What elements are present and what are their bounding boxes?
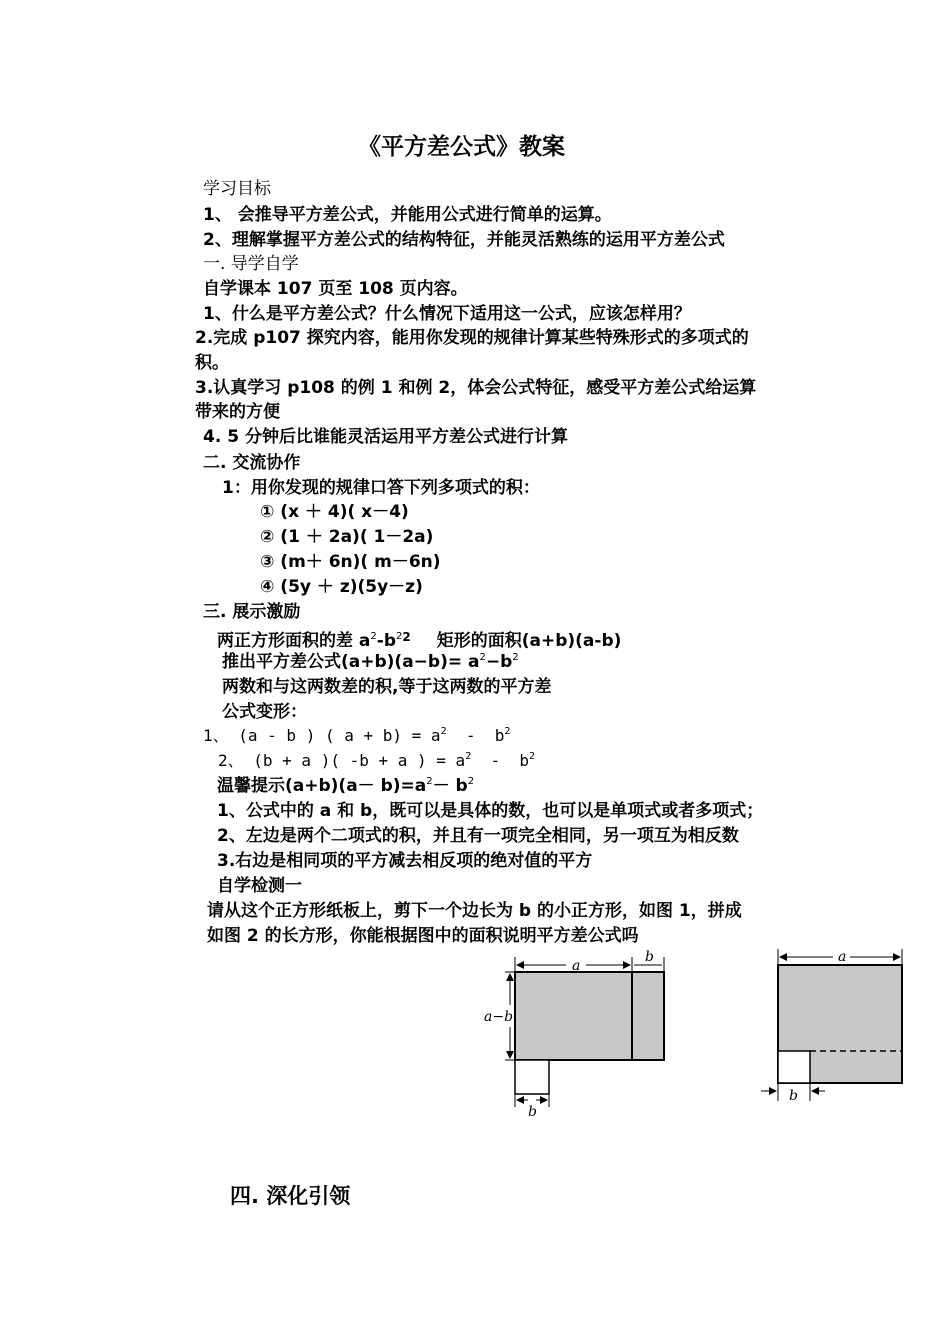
exponent: 2 — [370, 631, 377, 642]
formula-variants-heading: 公式变形： — [222, 702, 307, 722]
exponent: 2 — [529, 751, 536, 762]
tip-line — [217, 775, 474, 797]
section-3-heading: 三. 展示激励 — [203, 602, 301, 622]
exponent: 2 — [465, 751, 472, 762]
self-check-line-2: 如图 2 的长方形，你能根据图中的面积说明平方差公式吗 — [207, 926, 639, 946]
objective-item: 1、 会推导平方差公式，并能用公式进行简单的运算。 — [203, 205, 612, 225]
figure-1-label-a: a — [572, 958, 581, 974]
exponent: 2 — [504, 726, 511, 737]
section-2-heading: 二. 交流协作 — [203, 453, 301, 473]
stray-digit: 2 — [402, 630, 411, 644]
exercise-prompt: 1：用你发现的规律口答下列多项式的积： — [222, 478, 540, 498]
exponent: 2 — [396, 631, 403, 642]
exponent: 2 — [467, 776, 475, 787]
self-check-line-1: 请从这个正方形纸板上，剪下一个边长为 b 的小正方形，如图 1，拼成 — [207, 901, 742, 921]
question-4: 4. 5 分钟后比谁能灵活运用平方差公式进行计算 — [203, 427, 568, 447]
section-1-heading: 一. 导学自学 — [203, 254, 299, 274]
formula-statement: 两数和与这两数差的积,等于这两数的平方差 — [222, 677, 552, 697]
objective-item: 2、理解掌握平方差公式的结构特征，并能灵活熟练的运用平方差公式 — [203, 230, 725, 250]
exponent: 2 — [479, 652, 486, 663]
formula-derivation-line — [222, 651, 519, 673]
figure-2-label-b: b — [789, 1088, 798, 1104]
formula-derivation-text: 推出平方差公式(a+b)(a−b)= a — [222, 652, 480, 672]
exercise-item: ② (1 ＋ 2a)( 1－2a) — [260, 527, 434, 547]
rectangle-area-text: 矩形的面积(a+b)(a-b) — [436, 631, 622, 651]
question-3-line-2: 带来的方便 — [195, 402, 280, 422]
question-1: 1、什么是平方差公式？什么情况下适用这一公式，应该怎样用？ — [203, 304, 691, 324]
formula-variant-2 — [218, 750, 535, 772]
figure-2-diagram — [755, 945, 915, 1105]
figure-1-label-a-minus-b: a−b — [484, 1009, 514, 1025]
figure-2-cut-square — [778, 1051, 810, 1083]
formula-variant-1 — [203, 725, 510, 747]
note-1: 1、公式中的 a 和 b，既可以是具体的数，也可以是单项式或者多项式； — [217, 801, 764, 821]
formula-variant-text: - b — [471, 751, 530, 770]
formula-variant-text: 1、 (a - b ) ( a + b) = a — [203, 726, 441, 745]
self-check-heading: 自学检测一 — [217, 876, 302, 896]
page-title: 《平方差公式》教案 — [358, 134, 565, 160]
question-3-line-1: 3.认真学习 p108 的例 1 和例 2，体会公式特征，感受平方差公式给运算 — [195, 378, 757, 398]
tip-text: － b — [432, 776, 468, 796]
formula-variant-text: 2、 (b + a )( -b + a ) = a — [218, 751, 466, 770]
exercise-item: ④ (5y ＋ z)(5y－z) — [260, 577, 423, 597]
exponent: 2 — [440, 726, 447, 737]
exercise-item: ① (x ＋ 4)( x－4) — [260, 502, 409, 522]
tip-text: 温馨提示(a+b)(a－ b)=a — [217, 776, 427, 796]
figure-1-label-b-bottom: b — [528, 1104, 537, 1120]
section-4-heading: 四. 深化引领 — [230, 1184, 351, 1208]
figure-1-cut-square — [515, 1060, 549, 1094]
figure-1-diagram — [478, 945, 678, 1120]
note-3: 3.右边是相同项的平方减去相反项的绝对值的平方 — [217, 851, 593, 871]
formula-derivation-text: −b — [485, 652, 513, 672]
note-2: 2、左边是两个二项式的积，并且有一项完全相同，另一项互为相反数 — [217, 826, 739, 846]
area-difference-text: 两正方形面积的差 a — [217, 631, 371, 651]
self-study-intro: 自学课本 107 页至 108 页内容。 — [203, 279, 468, 299]
objectives-heading: 学习目标 — [203, 179, 271, 199]
question-2-line-2: 积。 — [195, 353, 229, 373]
figure-1-shaded-region — [515, 972, 664, 1060]
figure-1-label-b-top: b — [645, 949, 654, 965]
formula-variant-text: - b — [446, 726, 505, 745]
area-difference-text: -b — [376, 631, 396, 651]
question-2-line-1: 2.完成 p107 探究内容，能用你发现的规律计算某些特殊形式的多项式的 — [195, 328, 749, 348]
exercise-item: ③ (m＋ 6n)( m－6n) — [260, 552, 441, 572]
exponent: 2 — [512, 652, 519, 663]
exponent: 2 — [426, 776, 433, 787]
area-difference-line — [217, 626, 621, 652]
figure-2-label-a: a — [838, 949, 847, 965]
